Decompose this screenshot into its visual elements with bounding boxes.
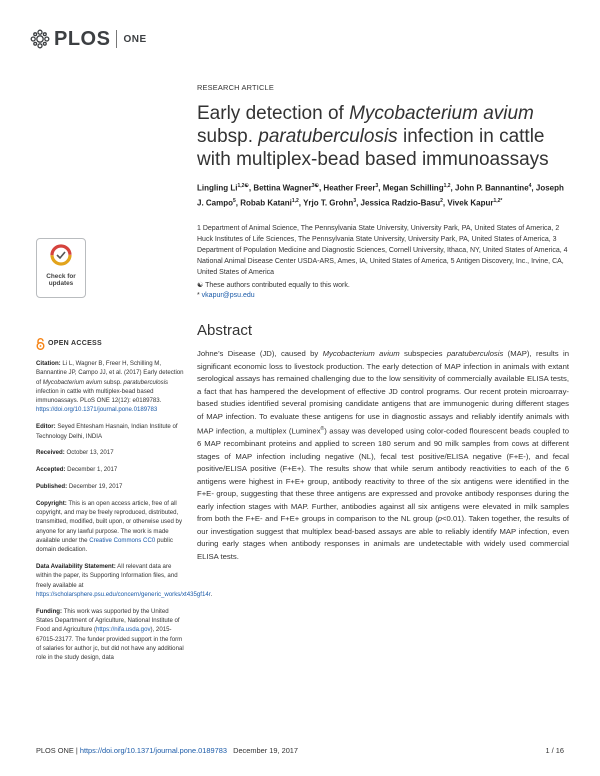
data-availability-label: Data Availability Statement:: [36, 563, 116, 571]
copyright-label: Copyright:: [36, 499, 67, 507]
published-label: Published:: [36, 482, 68, 490]
author-affiliation-marker: 1,2☯: [237, 183, 249, 189]
author-name: Bettina Wagner: [253, 183, 312, 193]
accepted-label: Accepted:: [36, 466, 66, 474]
editor-label: Editor:: [36, 423, 56, 431]
check-for-updates-badge[interactable]: [36, 238, 86, 298]
author-name: Yrjo T. Grohn: [303, 198, 354, 208]
citation-label: Citation:: [36, 360, 61, 367]
footer-separator: |: [73, 746, 80, 755]
author-affiliation-marker: 3☯: [311, 183, 319, 189]
title-text: subsp.: [197, 126, 259, 147]
email-link[interactable]: vkapur@psu.edu: [201, 292, 255, 299]
citation-text: Li L, Wagner B, Freer H, Schilling M, Bannantine JP, Campo JJ, et al. (2017) Early detection of: [36, 360, 184, 386]
editor-block: [36, 422, 184, 441]
article-type: RESEARCH ARTICLE: [197, 83, 274, 92]
footer-citation: [36, 746, 298, 755]
copyright-text: This is an open access article, free of all copyright, and may be freely reproduced, distributed, transmitted, modified, built upon, or otherwise used by anyone for any lawful purpose. The work is made available under the: [36, 499, 182, 544]
abstract-italic: paratuberculosis: [446, 349, 504, 358]
abstract-text: Johne’s Disease (JD), caused by: [197, 349, 323, 358]
title-text: Early detection of: [197, 103, 350, 124]
author-name: Joseph J. Campo: [197, 183, 564, 208]
author-affiliation-marker: 4: [528, 183, 532, 189]
author-name: Vivek Kapur: [447, 198, 494, 208]
citation-text: subsp.: [102, 378, 124, 386]
check-updates-icon: [50, 244, 72, 266]
author-affiliation-marker: 1,2*: [493, 198, 503, 205]
citation-block: [36, 359, 184, 415]
funding-label: Funding:: [36, 607, 63, 615]
published-date: December 19, 2017: [67, 482, 123, 490]
open-access-label: [36, 338, 184, 350]
funder-link[interactable]: https://nifa.usda.gov: [95, 626, 151, 634]
author-affiliation-marker: 2: [440, 198, 443, 205]
author-name: Megan Schilling: [382, 183, 444, 193]
citation-italic: paratuberculosis: [123, 378, 169, 386]
copyright-block: [36, 499, 184, 555]
author-name: Lingling Li: [197, 183, 238, 193]
page-footer: [36, 746, 564, 755]
author-affiliation-marker: 1,2: [291, 198, 299, 205]
article-info-sidebar: [36, 338, 213, 670]
title-italic-subspecies: paratuberculosis: [258, 126, 398, 147]
footer-doi-link[interactable]: https://doi.org/10.1371/journal.pone.0189783: [79, 746, 227, 755]
open-access-text: OPEN ACCESS: [48, 340, 102, 348]
abstract-italic: p: [437, 514, 443, 524]
abstract-body: [197, 348, 569, 563]
author-affiliation-marker: 3: [353, 198, 357, 205]
open-lock-icon: [36, 338, 45, 350]
accepted-date: December 1, 2017: [65, 466, 118, 474]
citation-italic: Mycobacterium avium: [42, 378, 103, 386]
email-marker: *: [197, 292, 202, 299]
received-block: [36, 448, 184, 457]
funding-block: [36, 607, 184, 663]
footer-journal: PLOS ONE: [36, 746, 74, 755]
footer-date: December 19, 2017: [233, 746, 299, 755]
data-availability-block: [36, 562, 213, 599]
check-updates-line2: updates: [48, 280, 74, 287]
corresponding-email: [197, 292, 255, 299]
data-availability-text: All relevant data are within the paper, its Supporting Information files, and freely available at: [36, 563, 178, 589]
accepted-block: [36, 465, 184, 474]
plos-one-logo[interactable]: [30, 26, 147, 52]
received-label: Received:: [36, 449, 65, 457]
affiliations: 1 Department of Animal Science, The Pennsylvania State University, University Park, PA, United States of America, 2 Huck Institutes of Life Sciences, The Pennsylvania State University, University Park, PA, United States of America, 3 Department of Population Medicine and Diagnostic Sciences, Cornell University, Ithaca, NY, United States of America, 4 National Animal Disease Center USDA-ARS, Ames, IA, United States of America, 5 Antigen Discovery, Inc., Irvine, CA, United States of America: [197, 225, 568, 276]
editor-text: Seyed Ehtesham Hasnain, Indian Institute of Technology Delhi, INDIA: [36, 423, 178, 440]
citation-doi-link[interactable]: https://doi.org/10.1371/journal.pone.0189783: [36, 406, 158, 414]
abstract-text: ) assay was developed using color-coded flourescent beads coupled to 6 MAP recombinant proteins and applied to screen 180 serum and 90 milk samples from cows at different stages of MAP infection including negative (NL), fecal test positive/ELISA negative (F+E-), and fecal positive/ELISA positive (F+E+). The results show that while serum antibody reactivities to each of the 6 antigens were highest in F+E+ group, antibody reactivity to three of the six antigens were identified in the F+E- group, suggesting that these three antigens are expressed and provoke antibody responses during the early infection stages with MAP. Further, antibodies against all six antigens were elevated in milk samples from both the F+E- and F+E+ groups in comparison to the NL group (: [197, 426, 570, 524]
data-repository-link[interactable]: https://scholarsphere.psu.edu/concern/generic_works/xt435gf14r: [36, 590, 211, 598]
cc0-link[interactable]: Creative Commons CC0: [89, 536, 156, 544]
plos-rings-icon: [30, 29, 50, 49]
logo-divider: [116, 30, 117, 48]
abstract-text: (MAP), results in significant economic loss to livestock production. The early detection of MAP infection in animals with extant serological assays has remained challenging due to the low sensitivity of commercially available ELISA tests, a fact that has hampered the development of effective JD control programs. Our recent protein microarray-based studies identified several promising candidate antigens that are immunogenic during different stages of MAP infection. To evaluate these antigens for use in diagnostic assays and reliably identify animals with MAP infection, a multiplex (Luminex: [197, 349, 569, 436]
data-availability-text: .: [210, 590, 213, 598]
author-name: Robab Katani: [240, 198, 292, 208]
page-number: 1 / 16: [545, 746, 564, 755]
copyright-text: public domain dedication.: [36, 536, 173, 554]
author-affiliation-marker: 3: [375, 183, 379, 189]
abstract-heading: Abstract: [197, 322, 253, 339]
abstract-text: <0.01). Taken together, the results of our investigation suggest that multiplex bead-based assays are able to reliably identify MAP infection, even during early stages when antibody responses in animals are undetectable with widely used commercial ELISA tests.: [197, 514, 569, 561]
abstract-text: subspecies: [399, 349, 447, 358]
funding-text: ), 2015-67015-23177. The funder provided support in the form of salaries for author jc, but did not have any additional role in the study design, data: [36, 626, 184, 662]
author-name: Heather Freer: [323, 183, 376, 193]
author-affiliation-marker: 5: [233, 198, 236, 205]
author-affiliation-marker: 1,2: [443, 183, 451, 189]
title-text: infection in cattle with multiplex-bead based immunoassays: [197, 126, 549, 170]
citation-text: infection in cattle with multiplex-bead based immunoassays. PLoS ONE 12(12): e0189783.: [36, 387, 162, 405]
brand-name: PLOS: [54, 27, 111, 50]
article-title: [197, 102, 577, 171]
author-name: Jessica Radzio-Basu: [360, 198, 441, 208]
published-block: [36, 482, 184, 491]
check-updates-line1: Check for: [46, 273, 76, 280]
title-italic-organism: Mycobacterium avium: [349, 103, 534, 124]
author-name: John P. Bannantine: [455, 183, 529, 193]
journal-name: ONE: [123, 33, 147, 45]
equal-contribution-note: ☯ These authors contributed equally to this work.: [197, 282, 350, 289]
received-date: October 13, 2017: [64, 449, 114, 457]
funding-text: This work was supported by the United States Department of Agriculture, National Institute of Food and Agriculture (: [36, 607, 180, 634]
author-list: Lingling $Li^{1,2☯}$, Bettina Wagner$^{3☯}$, Heather Freer$^3$, Megan Schilling$^{1,2}$, John P. Bannantine$^4$, Joseph J. Campo$^5$, Robab Katani$^{1,2}$, Yrjo T. Grohn$^3$, Jessica Radzio-Basu$^2$, Vivek Kapur$^{1,2*}$: [197, 183, 564, 208]
registered-mark: ®: [320, 426, 325, 432]
abstract-italic: Mycobacterium avium: [322, 349, 400, 358]
